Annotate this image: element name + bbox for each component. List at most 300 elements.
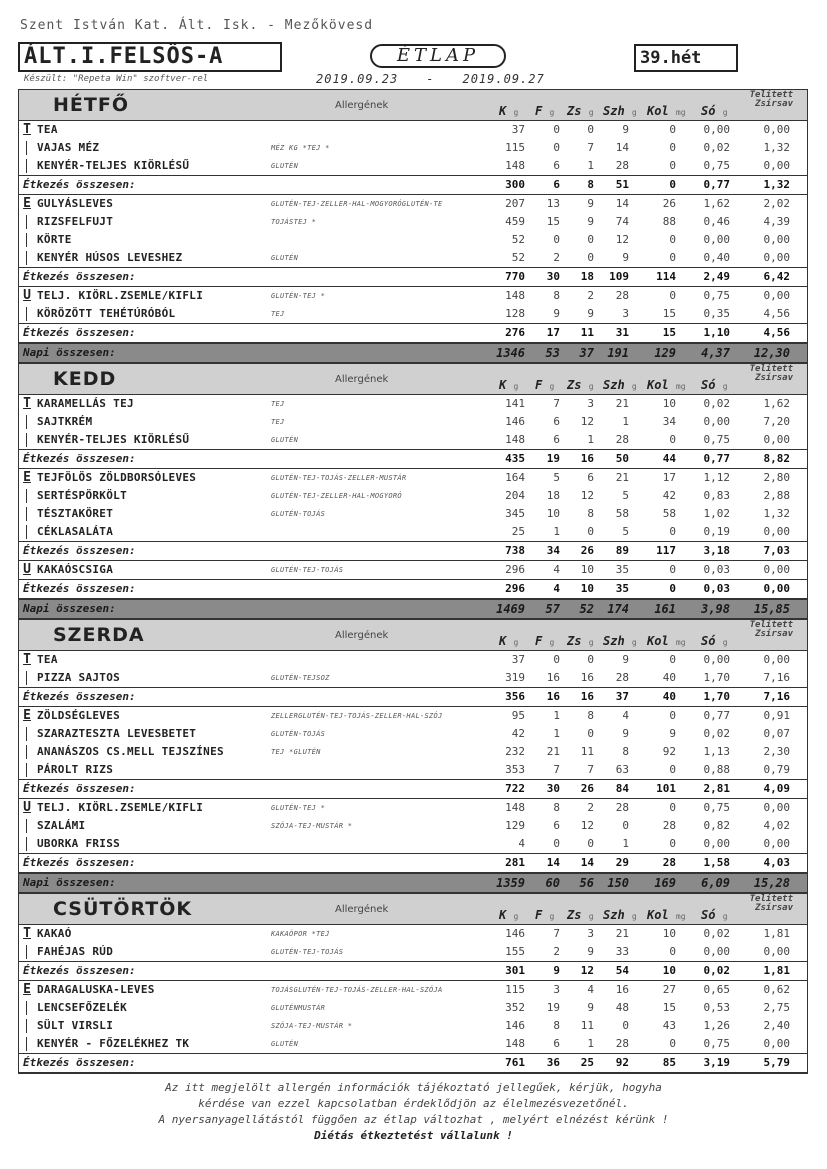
value-cell: 0 <box>622 1019 629 1032</box>
food-name: TEA <box>37 123 58 136</box>
value-cell: 74 <box>615 215 629 228</box>
value-cell: 4,03 <box>763 856 790 869</box>
value-cell: 35 <box>615 582 629 595</box>
value-cell: 281 <box>505 856 525 869</box>
value-cell: 15 <box>662 307 676 320</box>
meal-total-label: Étkezés összesen: <box>23 582 136 595</box>
column-label: K <box>499 634 507 648</box>
food-name: KENYÉR-TELJES KIÖRLÉSŰ <box>37 433 190 446</box>
value-cell: 42 <box>662 489 676 502</box>
value-cell: 51 <box>615 178 629 191</box>
value-cell: 148 <box>505 1037 525 1050</box>
value-cell: 5 <box>553 471 560 484</box>
value-cell: 0 <box>669 289 676 302</box>
value-cell: 11 <box>580 745 594 758</box>
value-cell: 1,62 <box>703 197 730 210</box>
footer-line-4: Diétás étkeztetést vállalunk ! <box>314 1129 513 1142</box>
value-cell: 0 <box>669 563 676 576</box>
value-cell: 0,00 <box>703 415 730 428</box>
meal-type-marker: E <box>23 196 31 211</box>
column-unit: g <box>513 638 519 647</box>
value-cell: 8 <box>622 745 629 758</box>
value-cell: 63 <box>615 763 629 776</box>
value-cell: 1,32 <box>763 178 790 191</box>
value-cell: 2,02 <box>763 197 790 210</box>
value-cell: 9 <box>553 964 560 977</box>
food-name: KENYÉR-TELJES KIÖRLÉSŰ <box>37 159 190 172</box>
meal-bracket-line <box>26 433 27 447</box>
value-cell: 9 <box>587 215 594 228</box>
value-cell: 0,62 <box>763 983 790 996</box>
meal-total-label: Étkezés összesen: <box>23 1056 136 1069</box>
value-cell: 2 <box>553 251 560 264</box>
value-cell: 15 <box>546 215 560 228</box>
value-cell: 6 <box>553 415 560 428</box>
value-cell: 10 <box>580 563 594 576</box>
value-cell: 0 <box>587 123 594 136</box>
column-label: Kol <box>647 908 669 922</box>
column-unit: g <box>722 382 728 391</box>
value-cell: 50 <box>615 452 629 465</box>
food-row <box>19 121 807 139</box>
food-allergens: GLUTÉN-TEJ-TOJÁS <box>271 948 344 956</box>
value-cell: 12 <box>615 233 629 246</box>
food-row <box>19 817 807 835</box>
value-cell: 16 <box>580 690 594 703</box>
food-row <box>19 523 807 541</box>
value-cell: 345 <box>505 507 525 520</box>
column-label: Só <box>701 908 716 922</box>
column-unit: g <box>588 108 594 117</box>
food-name: KAKAÓSCSIGA <box>37 563 114 576</box>
value-cell: 3,19 <box>703 1056 730 1069</box>
column-label: Szh <box>603 908 625 922</box>
column-header-zs <box>567 378 594 392</box>
value-cell: 89 <box>615 544 629 557</box>
column-unit: g <box>549 638 555 647</box>
value-cell: 10 <box>662 927 676 940</box>
column-header-f <box>535 908 554 922</box>
food-name: DARAGALUSKA-LEVES <box>37 983 155 996</box>
food-name: CÉKLASALÁTA <box>37 525 114 538</box>
meal-bracket-line <box>26 1037 27 1051</box>
column-header-szh <box>603 908 637 922</box>
value-cell: 2,80 <box>763 471 790 484</box>
value-cell: 7 <box>553 763 560 776</box>
food-allergens: KAKAÓPOR *TEJ <box>271 930 330 938</box>
value-cell: 1469 <box>496 602 525 616</box>
column-label: Zs <box>567 104 582 118</box>
value-cell: 0,03 <box>703 582 730 595</box>
value-cell: 0 <box>669 837 676 850</box>
value-cell: 1 <box>622 837 629 850</box>
food-allergens: GLUTÉN-TEJ-TOJÁS <box>271 566 344 574</box>
value-cell: 2,88 <box>763 489 790 502</box>
value-cell: 0 <box>669 1037 676 1050</box>
value-cell: 2,40 <box>763 1019 790 1032</box>
value-cell: 4,56 <box>763 326 790 339</box>
meal-type-marker: T <box>23 926 31 941</box>
value-cell: 148 <box>505 159 525 172</box>
food-row <box>19 413 807 431</box>
value-cell: 0,82 <box>703 819 730 832</box>
food-name: TÉSZTAKÖRET <box>37 507 114 520</box>
value-cell: 21 <box>615 471 629 484</box>
value-cell: 761 <box>505 1056 525 1069</box>
food-name: SZALÁMI <box>37 819 86 832</box>
column-unit: g <box>513 912 519 921</box>
value-cell: 0 <box>669 251 676 264</box>
column-header-k <box>499 104 518 118</box>
value-cell: 12 <box>580 964 594 977</box>
value-cell: 0,00 <box>703 945 730 958</box>
food-allergens: TOJÁSGLUTÉN-TEJ-TOJÁS-ZELLER-HAL-SZÓJA <box>271 986 443 994</box>
value-cell: 1,32 <box>763 141 790 154</box>
value-cell: 0,00 <box>703 123 730 136</box>
daily-total-row <box>19 873 807 893</box>
value-cell: 3 <box>622 307 629 320</box>
meal-bracket-line <box>26 233 27 247</box>
column-unit: g <box>513 382 519 391</box>
saturated-label: Telített <box>749 90 793 100</box>
etlap-heading: ÉTLAP <box>370 44 506 68</box>
food-row <box>19 925 807 943</box>
value-cell: 21 <box>615 397 629 410</box>
value-cell: 52 <box>511 251 525 264</box>
meal-total-row <box>19 779 807 799</box>
value-cell: 1,62 <box>763 397 790 410</box>
value-cell: 0 <box>553 837 560 850</box>
column-header-f <box>535 378 554 392</box>
value-cell: 44 <box>662 452 676 465</box>
value-cell: 146 <box>505 415 525 428</box>
value-cell: 28 <box>615 1037 629 1050</box>
value-cell: 7 <box>587 763 594 776</box>
food-row <box>19 505 807 523</box>
value-cell: 85 <box>662 1056 676 1069</box>
value-cell: 0,00 <box>763 433 790 446</box>
column-header-zs <box>567 634 594 648</box>
value-cell: 232 <box>505 745 525 758</box>
value-cell: 1,13 <box>703 745 730 758</box>
value-cell: 7 <box>553 927 560 940</box>
value-cell: 0 <box>587 727 594 740</box>
fatty-acid-label: Zsírsav <box>755 629 793 639</box>
value-cell: 28 <box>615 671 629 684</box>
value-cell: 15 <box>662 326 676 339</box>
meal-total-row <box>19 175 807 195</box>
meal-bracket-line <box>26 251 27 265</box>
meal-bracket-line <box>26 159 27 173</box>
meal-type-marker: U <box>23 562 31 577</box>
column-label: Kol <box>647 104 669 118</box>
value-cell: 2 <box>553 945 560 958</box>
food-allergens: TEJ <box>271 310 285 318</box>
column-unit: mg <box>675 912 686 921</box>
column-unit: g <box>549 912 555 921</box>
value-cell: 0,19 <box>703 525 730 538</box>
daily-total-label: Napi összesen: <box>23 876 116 889</box>
food-name: PIZZA SAJTOS <box>37 671 121 684</box>
food-name: TELJ. KIÖRL.ZSEMLE/KIFLI <box>37 289 204 302</box>
meal-bracket-line <box>26 525 27 539</box>
value-cell: 52 <box>511 233 525 246</box>
food-name: SÜLT VIRSLI <box>37 1019 114 1032</box>
value-cell: 53 <box>545 346 560 360</box>
food-allergens: GLUTÉN-TEJ-TOJÁS-ZELLER-MUSTÁR <box>271 474 407 482</box>
food-row <box>19 651 807 669</box>
food-allergens: GLUTÉN <box>271 162 299 170</box>
value-cell: 0,00 <box>763 289 790 302</box>
value-cell: 17 <box>662 471 676 484</box>
value-cell: 30 <box>546 782 560 795</box>
food-row <box>19 469 807 487</box>
column-header-k <box>499 378 518 392</box>
value-cell: 7,16 <box>763 671 790 684</box>
meal-type-marker: T <box>23 396 31 411</box>
value-cell: 11 <box>580 1019 594 1032</box>
column-label: F <box>535 378 543 392</box>
value-cell: 14 <box>580 856 594 869</box>
value-cell: 0,03 <box>703 563 730 576</box>
footer-line-2: kérdése van ezzel kapcsolatban érdeklődjön az élelmezésvezetőnél. <box>198 1097 629 1110</box>
food-row <box>19 305 807 323</box>
value-cell: 4 <box>622 709 629 722</box>
meal-bracket-line <box>26 415 27 429</box>
meal-bracket-line <box>26 745 27 759</box>
value-cell: 52 <box>579 602 594 616</box>
value-cell: 1,26 <box>703 1019 730 1032</box>
food-allergens: ZELLERGLUTÉN-TEJ-TOJÁS-ZELLER-HAL-SZÓJ <box>271 712 443 720</box>
meal-total-label: Étkezés összesen: <box>23 856 136 869</box>
value-cell: 3 <box>553 983 560 996</box>
value-cell: 1 <box>587 1037 594 1050</box>
value-cell: 28 <box>615 433 629 446</box>
column-header-so <box>701 104 728 118</box>
value-cell: 6 <box>553 159 560 172</box>
food-name: LENCSEFŐZELÉK <box>37 1001 127 1014</box>
value-cell: 15,28 <box>753 876 790 890</box>
value-cell: 7,03 <box>763 544 790 557</box>
value-cell: 10 <box>580 582 594 595</box>
value-cell: 296 <box>505 582 525 595</box>
meal-bracket-line <box>26 837 27 851</box>
meal-type-marker: U <box>23 800 31 815</box>
food-row <box>19 487 807 505</box>
food-row <box>19 943 807 961</box>
value-cell: 12,30 <box>753 346 790 360</box>
value-cell: 26 <box>580 544 594 557</box>
value-cell: 101 <box>656 782 676 795</box>
value-cell: 1,10 <box>703 326 730 339</box>
value-cell: 129 <box>654 346 676 360</box>
value-cell: 0 <box>669 433 676 446</box>
value-cell: 19 <box>546 1001 560 1014</box>
column-label: F <box>535 634 543 648</box>
allergens-header: Allergének <box>335 374 389 385</box>
value-cell: 7 <box>587 141 594 154</box>
value-cell: 37 <box>615 690 629 703</box>
value-cell: 42 <box>511 727 525 740</box>
food-allergens: TEJ *GLUTÉN <box>271 748 321 756</box>
value-cell: 58 <box>662 507 676 520</box>
value-cell: 9 <box>587 197 594 210</box>
column-header-f <box>535 104 554 118</box>
value-cell: 19 <box>546 452 560 465</box>
value-cell: 57 <box>545 602 560 616</box>
value-cell: 11 <box>580 326 594 339</box>
value-cell: 34 <box>546 544 560 557</box>
value-cell: 0 <box>587 653 594 666</box>
value-cell: 6 <box>553 178 560 191</box>
value-cell: 4 <box>553 563 560 576</box>
value-cell: 12 <box>580 819 594 832</box>
value-cell: 6 <box>587 471 594 484</box>
footer-notice <box>0 1080 827 1144</box>
value-cell: 12 <box>580 489 594 502</box>
value-cell: 36 <box>546 1056 560 1069</box>
value-cell: 356 <box>505 690 525 703</box>
column-header-zs <box>567 908 594 922</box>
column-unit: g <box>722 108 728 117</box>
value-cell: 9 <box>587 307 594 320</box>
daily-total-label: Napi összesen: <box>23 602 116 615</box>
value-cell: 148 <box>505 801 525 814</box>
value-cell: 0,77 <box>703 709 730 722</box>
column-unit: g <box>722 638 728 647</box>
value-cell: 0 <box>587 251 594 264</box>
value-cell: 0,77 <box>703 178 730 191</box>
value-cell: 28 <box>615 289 629 302</box>
value-cell: 4,37 <box>701 346 730 360</box>
column-unit: g <box>588 382 594 391</box>
value-cell: 0,53 <box>703 1001 730 1014</box>
column-label: Szh <box>603 634 625 648</box>
value-cell: 6 <box>553 433 560 446</box>
value-cell: 0 <box>553 123 560 136</box>
value-cell: 435 <box>505 452 525 465</box>
meal-total-label: Étkezés összesen: <box>23 690 136 703</box>
food-allergens: GLUTÉN-TOJÁS <box>271 730 326 738</box>
meal-type-marker: T <box>23 122 31 137</box>
value-cell: 0 <box>669 178 676 191</box>
food-allergens: GLUTÉN-TOJÁS <box>271 510 326 518</box>
column-label: K <box>499 104 507 118</box>
value-cell: 353 <box>505 763 525 776</box>
value-cell: 25 <box>580 1056 594 1069</box>
value-cell: 0 <box>553 141 560 154</box>
column-header-k <box>499 634 518 648</box>
value-cell: 16 <box>546 671 560 684</box>
day-name: KEDD <box>53 368 117 390</box>
meal-total-label: Étkezés összesen: <box>23 964 136 977</box>
column-header-szh <box>603 634 637 648</box>
meal-total-label: Étkezés összesen: <box>23 544 136 557</box>
food-allergens: GLUTÉN <box>271 254 299 262</box>
value-cell: 300 <box>505 178 525 191</box>
food-allergens: GLUTÉN-TEJ-ZELLER-HAL-MOGYORÓGLUTÉN-TE <box>271 200 443 208</box>
value-cell: 1 <box>587 433 594 446</box>
value-cell: 2,75 <box>763 1001 790 1014</box>
value-cell: 0 <box>669 141 676 154</box>
value-cell: 0,00 <box>763 123 790 136</box>
column-unit: g <box>549 108 555 117</box>
value-cell: 0,00 <box>703 837 730 850</box>
value-cell: 0,00 <box>763 653 790 666</box>
date-to: 2019.09.27 <box>462 72 545 86</box>
value-cell: 4 <box>587 983 594 996</box>
value-cell: 1,70 <box>703 671 730 684</box>
food-name: ZÖLDSÉGLEVES <box>37 709 121 722</box>
value-cell: 204 <box>505 489 525 502</box>
food-name: TELJ. KIÖRL.ZSEMLE/KIFLI <box>37 801 204 814</box>
value-cell: 0 <box>553 653 560 666</box>
value-cell: 174 <box>607 602 629 616</box>
value-cell: 0 <box>669 945 676 958</box>
value-cell: 9 <box>622 727 629 740</box>
value-cell: 43 <box>662 1019 676 1032</box>
value-cell: 2,49 <box>703 270 730 283</box>
column-header-kol <box>647 104 686 118</box>
food-row <box>19 157 807 175</box>
value-cell: 28 <box>615 159 629 172</box>
meal-total-row <box>19 853 807 873</box>
day-name: CSÜTÖRTÖK <box>53 898 193 920</box>
daily-total-row <box>19 343 807 363</box>
meal-type-marker: E <box>23 708 31 723</box>
column-header-kol <box>647 908 686 922</box>
value-cell: 0,00 <box>763 525 790 538</box>
column-label: Só <box>701 378 716 392</box>
meal-total-label: Étkezés összesen: <box>23 270 136 283</box>
column-label: Só <box>701 104 716 118</box>
value-cell: 5,79 <box>763 1056 790 1069</box>
value-cell: 28 <box>662 819 676 832</box>
value-cell: 738 <box>505 544 525 557</box>
food-row <box>19 669 807 687</box>
value-cell: 115 <box>505 983 525 996</box>
value-cell: 0,00 <box>763 1037 790 1050</box>
meal-type-marker: E <box>23 470 31 485</box>
value-cell: 5 <box>622 489 629 502</box>
value-cell: 29 <box>615 856 629 869</box>
value-cell: 58 <box>615 507 629 520</box>
value-cell: 1,81 <box>763 927 790 940</box>
food-name: PÁROLT RIZS <box>37 763 114 776</box>
value-cell: 8 <box>553 1019 560 1032</box>
footer-line-3: A nyersanyagellátástól függően az étlap változhat , melyért elnézést kérünk ! <box>158 1113 669 1126</box>
food-name: TEJFÖLÖS ZÖLDBORSÓLEVES <box>37 471 197 484</box>
value-cell: 6 <box>553 1037 560 1050</box>
value-cell: 0 <box>669 709 676 722</box>
value-cell: 8 <box>587 709 594 722</box>
allergens-header: Allergének <box>335 904 389 915</box>
value-cell: 1,12 <box>703 471 730 484</box>
value-cell: 169 <box>654 876 676 890</box>
allergens-header: Allergének <box>335 630 389 641</box>
value-cell: 0 <box>587 525 594 538</box>
value-cell: 9 <box>622 123 629 136</box>
value-cell: 21 <box>546 745 560 758</box>
value-cell: 0,75 <box>703 159 730 172</box>
meal-total-label: Étkezés összesen: <box>23 452 136 465</box>
food-allergens: GLUTÉN-TEJ-ZELLER-HAL-MOGYORÓ <box>271 492 402 500</box>
value-cell: 48 <box>615 1001 629 1014</box>
day-name: SZERDA <box>53 624 145 646</box>
value-cell: 0 <box>669 653 676 666</box>
value-cell: 14 <box>546 856 560 869</box>
value-cell: 150 <box>607 876 629 890</box>
